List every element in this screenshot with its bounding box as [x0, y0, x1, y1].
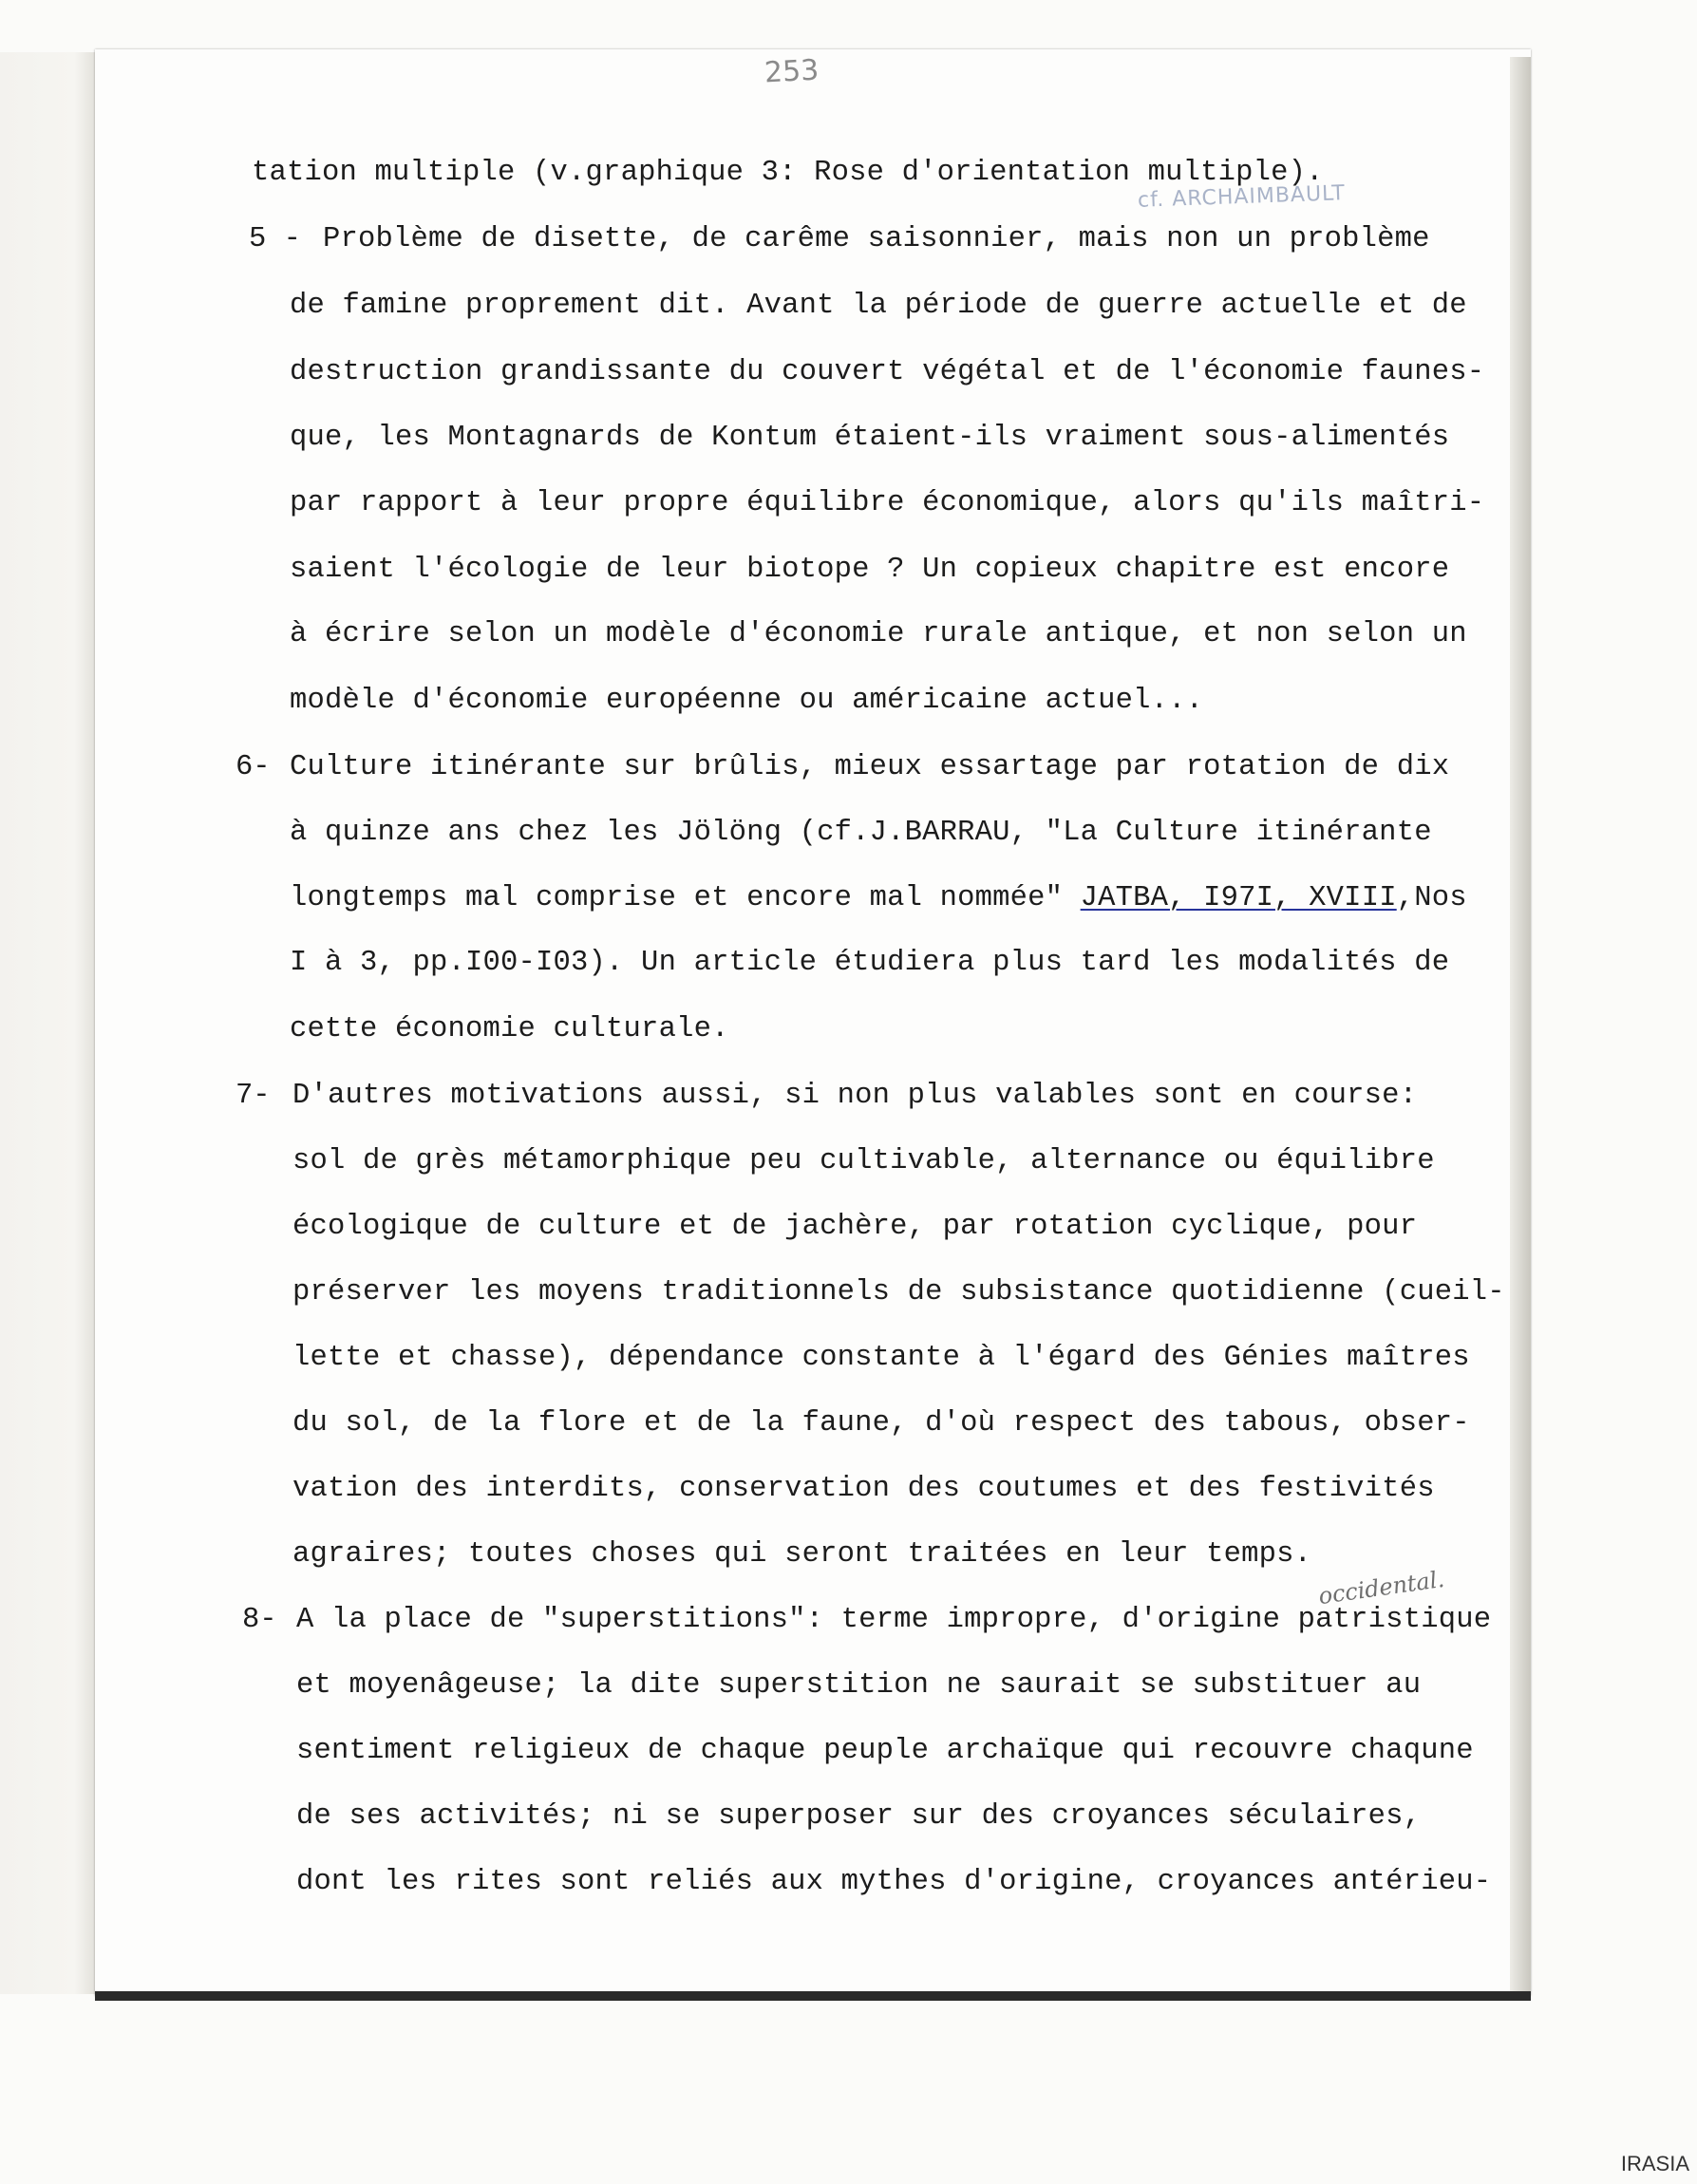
item-number: 5 - — [249, 223, 301, 255]
text-line: écologique de culture et de jachère, par rotation cyclique, pour — [292, 1211, 1418, 1243]
text-line: à quinze ans chez les Jölöng (cf.J.BARRAU, "La Culture itinérante — [290, 817, 1432, 849]
text-line: A la place de "superstitions": terme impropre, d'origine patristique — [296, 1604, 1492, 1636]
page-bottom-edge — [95, 1991, 1531, 2001]
page-right-edge — [1510, 57, 1531, 1994]
text-line: longtemps mal comprise et encore mal nommée" JATBA, I97I, XVIII,Nos — [290, 882, 1467, 914]
text-line: de ses activités; ni se superposer sur des croyances séculaires, — [296, 1800, 1422, 1833]
text-line: par rapport à leur propre équilibre économique, alors qu'ils maîtri- — [290, 487, 1485, 519]
text-line: que, les Montagnards de Kontum étaient-ils vraiment sous-alimentés — [290, 422, 1450, 454]
handwritten-note: occidental. — [1316, 1565, 1446, 1610]
text-line: à écrire selon un modèle d'économie rurale antique, et non selon un — [290, 618, 1467, 650]
text-line: agraires; toutes choses qui seront traitées en leur temps. — [292, 1538, 1312, 1571]
text-line: tation multiple (v.graphique 3: Rose d'orientation multiple). — [252, 157, 1324, 189]
text-line: de famine proprement dit. Avant la période de guerre actuelle et de — [290, 290, 1467, 322]
text-line: Problème de disette, de carême saisonnier, mais non un problème — [323, 223, 1430, 255]
text-line: vation des interdits, conservation des coutumes et des festivités — [292, 1473, 1435, 1505]
text-line: destruction grandissante du couvert végétal et de l'économie faunes- — [290, 356, 1485, 388]
underlined-reference: JATBA, I97I, XVIII — [1080, 882, 1397, 914]
text-line: sentiment religieux de chaque peuple archaïque qui recouvre chaqune — [296, 1735, 1474, 1767]
text-line: préserver les moyens traditionnels de subsistance quotidienne (cueil- — [292, 1276, 1505, 1309]
text-line: dont les rites sont reliés aux mythes d'origine, croyances antérieu- — [296, 1866, 1492, 1898]
text-line: du sol, de la flore et de la faune, d'où respect des tabous, obser- — [292, 1407, 1470, 1440]
item-number: 6- — [236, 751, 271, 783]
left-page-edge — [0, 52, 108, 1994]
text-line: cette économie culturale. — [290, 1013, 729, 1045]
text-line: saient l'écologie de leur biotope ? Un copieux chapitre est encore — [290, 554, 1450, 586]
folio-number: 253 — [764, 53, 820, 90]
text-line: sol de grès métamorphique peu cultivable, alternance ou équilibre — [292, 1145, 1435, 1177]
margin-stamp: cf. ARCHAIMBAULT — [1137, 181, 1347, 213]
item-number: 7- — [236, 1080, 271, 1112]
watermark-label: IRASIA — [1620, 2152, 1689, 2175]
text-line: I à 3, pp.I00-I03). Un article étudiera plus tard les modalités de — [290, 947, 1450, 979]
text-line: D'autres motivations aussi, si non plus valables sont en course: — [292, 1080, 1418, 1112]
text-line: et moyenâgeuse; la dite superstition ne saurait se substituer au — [296, 1669, 1422, 1702]
text-line: lette et chasse), dépendance constante à l'égard des Génies maîtres — [292, 1342, 1470, 1374]
text-line: modèle d'économie européenne ou américaine actuel... — [290, 685, 1204, 717]
text-line: Culture itinérante sur brûlis, mieux essartage par rotation de dix — [290, 751, 1450, 783]
item-number: 8- — [242, 1604, 277, 1636]
